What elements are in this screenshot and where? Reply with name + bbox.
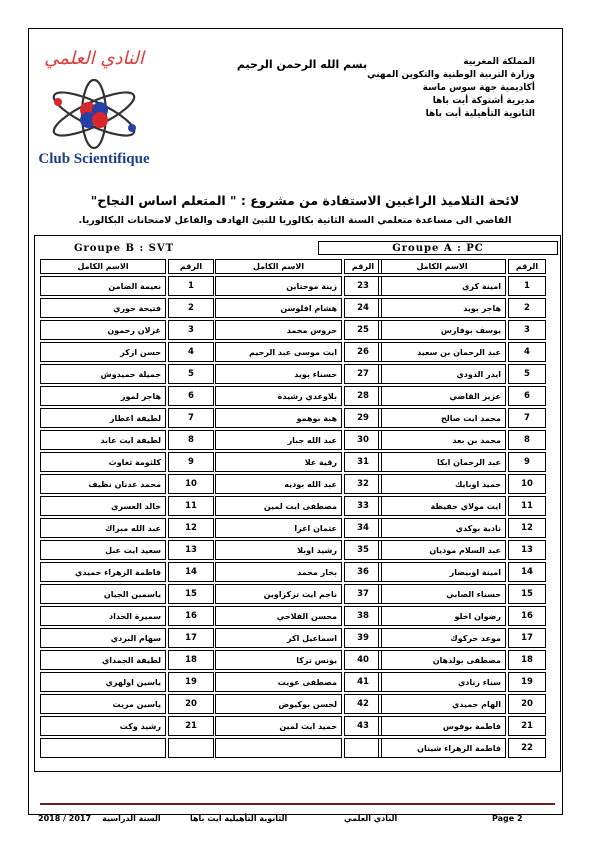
student-number: 40 xyxy=(344,650,382,670)
col-number-header: الرقم xyxy=(508,259,546,274)
logo-arabic-text: النادي العلمي xyxy=(44,48,144,69)
student-number: 24 xyxy=(344,298,382,318)
student-number: 16 xyxy=(168,606,214,626)
student-number: 22 xyxy=(508,738,546,758)
table-row xyxy=(215,496,382,516)
table-row xyxy=(378,496,546,516)
student-name: عثمان اعزا xyxy=(215,518,342,538)
student-number xyxy=(344,738,382,758)
student-number: 1 xyxy=(168,276,214,296)
student-name: محمد عدنان نظيف xyxy=(40,474,166,494)
table-row xyxy=(40,606,214,626)
footer-club: النادي العلمي xyxy=(344,814,398,823)
table-row xyxy=(215,672,382,692)
group-a-header: Groupe A : PC xyxy=(318,241,558,255)
table-row xyxy=(378,474,546,494)
table-row xyxy=(215,298,382,318)
student-number: 25 xyxy=(344,320,382,340)
student-number: 9 xyxy=(168,452,214,472)
student-number: 28 xyxy=(344,386,382,406)
student-name: نادية بوكدي xyxy=(378,518,506,538)
basmala: بسم الله الرحمن الرحيم xyxy=(236,58,368,71)
student-name: خالد العسري xyxy=(40,496,166,516)
student-number: 14 xyxy=(168,562,214,582)
student-name: غزلان رحمون xyxy=(40,320,166,340)
student-name: ياسمين الجيان xyxy=(40,584,166,604)
footer-year xyxy=(38,814,161,823)
student-number: 3 xyxy=(168,320,214,340)
student-number: 17 xyxy=(508,628,546,648)
school-line: الثانوية التأهيلية أيت باها xyxy=(425,109,535,119)
student-number: 8 xyxy=(508,430,546,450)
table-row xyxy=(215,408,382,428)
logo-english-text: Club Scientifique xyxy=(38,151,150,167)
student-number: 43 xyxy=(344,716,382,736)
student-number: 3 xyxy=(508,320,546,340)
student-number: 5 xyxy=(508,364,546,384)
table-row xyxy=(40,540,214,560)
student-number: 31 xyxy=(344,452,382,472)
atom-icon xyxy=(46,78,142,150)
student-name: هاجر لموز xyxy=(40,386,166,406)
student-number: 18 xyxy=(168,650,214,670)
student-number: 21 xyxy=(168,716,214,736)
student-number: 27 xyxy=(344,364,382,384)
table-row xyxy=(215,606,382,626)
student-number: 7 xyxy=(508,408,546,428)
table-row xyxy=(215,342,382,362)
student-name: جميلة حميدوش xyxy=(40,364,166,384)
academy-line: أكاديمية جهة سوس ماسة xyxy=(422,83,535,93)
student-name: ياسين مريت xyxy=(40,694,166,714)
student-name: حسناء الصابي xyxy=(378,584,506,604)
student-name: كلثومة ثغاوث xyxy=(40,452,166,472)
student-name: يوسف بوفارس xyxy=(378,320,506,340)
group-b-table xyxy=(38,257,216,760)
student-name: ناجم ايت تزكزاوين xyxy=(215,584,342,604)
student-name: ايدر الدودي xyxy=(378,364,506,384)
table-row xyxy=(40,584,214,604)
group-a-table-1 xyxy=(376,257,548,760)
student-number: 32 xyxy=(344,474,382,494)
footer-page: Page 2 xyxy=(492,814,523,823)
student-name: ايت موسى عبد الرحيم xyxy=(215,342,342,362)
table-row xyxy=(378,606,546,626)
table-row xyxy=(40,738,214,758)
student-name: امينة كري xyxy=(378,276,506,296)
table-row xyxy=(215,430,382,450)
student-name: سميرة الحداد xyxy=(40,606,166,626)
student-number: 30 xyxy=(344,430,382,450)
student-number: 16 xyxy=(508,606,546,626)
table-row xyxy=(40,672,214,692)
student-number: 15 xyxy=(168,584,214,604)
student-number: 18 xyxy=(508,650,546,670)
student-number: 19 xyxy=(168,672,214,692)
student-number: 10 xyxy=(168,474,214,494)
group-b-header: Groupe B : SVT xyxy=(73,242,175,254)
student-number: 39 xyxy=(344,628,382,648)
student-number: 1 xyxy=(508,276,546,296)
table-row xyxy=(378,342,546,362)
table-row xyxy=(40,452,214,472)
student-number: 11 xyxy=(168,496,214,516)
table-row xyxy=(40,650,214,670)
student-number: 4 xyxy=(508,342,546,362)
student-name: حسناء بويد xyxy=(215,364,342,384)
student-number: 8 xyxy=(168,430,214,450)
table-row xyxy=(378,738,546,758)
student-name: ياسين اولهري xyxy=(40,672,166,692)
student-name: سناء زنادي xyxy=(378,672,506,692)
student-name: سهام البردي xyxy=(40,628,166,648)
table-row xyxy=(215,650,382,670)
col-name-header: الاسم الكامل xyxy=(215,259,342,274)
student-name: عبد الرحمان ابكا xyxy=(378,452,506,472)
student-number: 29 xyxy=(344,408,382,428)
table-row xyxy=(40,716,214,736)
table-row xyxy=(378,386,546,406)
student-number: 7 xyxy=(168,408,214,428)
student-number: 35 xyxy=(344,540,382,560)
student-name: حميد ايت لمين xyxy=(215,716,342,736)
student-number: 20 xyxy=(508,694,546,714)
table-row xyxy=(215,562,382,582)
student-name: اسماعيل اكر xyxy=(215,628,342,648)
student-name: فاطمة الزهراء شينان xyxy=(378,738,506,758)
student-name: ايت مولاي حفيظة xyxy=(378,496,506,516)
student-name: بخار محمد xyxy=(215,562,342,582)
footer-divider xyxy=(40,803,555,805)
table-row xyxy=(378,518,546,538)
student-number: 37 xyxy=(344,584,382,604)
table-row xyxy=(378,276,546,296)
student-name xyxy=(40,738,166,758)
student-name: رشيد اوبلا xyxy=(215,540,342,560)
table-row xyxy=(215,738,382,758)
table-row xyxy=(215,452,382,472)
student-name: حسن ازكر xyxy=(40,342,166,362)
document-subtitle: القاضي الى مساعدة متعلمي السنة الثانية بكالوريا للتبئ الهادف والفاعل لامتحانات البكالوريا. xyxy=(78,215,512,226)
student-name: فاطمة بوفوس xyxy=(378,716,506,736)
table-row xyxy=(378,650,546,670)
student-number: 13 xyxy=(168,540,214,560)
student-number: 10 xyxy=(508,474,546,494)
table-row xyxy=(215,276,382,296)
kingdom-line: المملكة المغربية xyxy=(463,57,535,67)
student-number: 15 xyxy=(508,584,546,604)
student-number: 19 xyxy=(508,672,546,692)
student-name: نعيمة الضامن xyxy=(40,276,166,296)
student-name: حروس محمد xyxy=(215,320,342,340)
student-number: 2 xyxy=(508,298,546,318)
student-name: عبد الله جبار xyxy=(215,430,342,450)
student-name: رقية علا xyxy=(215,452,342,472)
student-name: عبد الله بوديه xyxy=(215,474,342,494)
table-row xyxy=(215,320,382,340)
student-number: 13 xyxy=(508,540,546,560)
table-row xyxy=(40,496,214,516)
table-row xyxy=(215,518,382,538)
group-a-table-2 xyxy=(213,257,384,760)
table-row xyxy=(40,386,214,406)
student-number: 12 xyxy=(508,518,546,538)
student-name: عبد الرحمان بن سعيد xyxy=(378,342,506,362)
table-row xyxy=(40,430,214,450)
table-row xyxy=(215,474,382,494)
table-row xyxy=(215,364,382,384)
student-name: لطيفة الجمداي xyxy=(40,650,166,670)
table-row xyxy=(40,342,214,362)
student-number: 20 xyxy=(168,694,214,714)
table-row xyxy=(215,716,382,736)
student-name: عبد الله مبراك xyxy=(40,518,166,538)
student-name: زينة موحتاين xyxy=(215,276,342,296)
table-row xyxy=(40,364,214,384)
student-number: 26 xyxy=(344,342,382,362)
table-row xyxy=(378,716,546,736)
student-name: يونس تزكا xyxy=(215,650,342,670)
student-name: هشام افلوسن xyxy=(215,298,342,318)
table-row xyxy=(215,628,382,648)
student-name: امينة اوبيضار xyxy=(378,562,506,582)
footer-school: الثانوية التأهيلية ايت باها xyxy=(190,814,288,823)
table-row xyxy=(378,584,546,604)
student-name: عزيز القاضي xyxy=(378,386,506,406)
col-name-header: الاسم الكامل xyxy=(378,259,506,274)
table-row xyxy=(378,408,546,428)
student-name: لحسن بوكيوض xyxy=(215,694,342,714)
student-number: 21 xyxy=(508,716,546,736)
table-row xyxy=(40,518,214,538)
student-name: رضوان اخلو xyxy=(378,606,506,626)
club-logo xyxy=(34,48,154,178)
student-number: 6 xyxy=(168,386,214,406)
student-number: 2 xyxy=(168,298,214,318)
student-name: فتيحة حوري xyxy=(40,298,166,318)
col-number-header: الرقم xyxy=(344,259,382,274)
student-number: 38 xyxy=(344,606,382,626)
student-number: 5 xyxy=(168,364,214,384)
table-row xyxy=(40,474,214,494)
student-name xyxy=(215,738,342,758)
table-row xyxy=(40,694,214,714)
table-row xyxy=(215,386,382,406)
table-row xyxy=(378,298,546,318)
student-name: موعد حركوك xyxy=(378,628,506,648)
table-row xyxy=(215,694,382,714)
student-number xyxy=(168,738,214,758)
table-row xyxy=(378,540,546,560)
footer-year-value: 2018 / 2017 xyxy=(38,814,92,823)
student-name: مصطفى ايت لمين xyxy=(215,496,342,516)
table-row xyxy=(378,430,546,450)
document-title: لائحة التلاميذ الراغبين الاستفادة من مشروع : " المتعلم اساس النجاح" xyxy=(90,193,520,208)
table-row xyxy=(40,562,214,582)
student-number: 14 xyxy=(508,562,546,582)
table-row xyxy=(378,694,546,714)
student-name: حميد اوبايك xyxy=(378,474,506,494)
student-name: لطيفة اعطار xyxy=(40,408,166,428)
table-row xyxy=(215,540,382,560)
student-name: سعيد ايت عبل xyxy=(40,540,166,560)
student-name: هاجر بويد xyxy=(378,298,506,318)
table-row xyxy=(40,320,214,340)
student-name: مصطفى عويت xyxy=(215,672,342,692)
student-number: 36 xyxy=(344,562,382,582)
student-name: مصطفى بولدهان xyxy=(378,650,506,670)
table-row xyxy=(215,584,382,604)
student-name: بلاوعدي رشيدة xyxy=(215,386,342,406)
table-row xyxy=(40,298,214,318)
table-row xyxy=(378,364,546,384)
student-number: 12 xyxy=(168,518,214,538)
table-row xyxy=(378,672,546,692)
footer-year-label: السنة الدراسية xyxy=(102,814,161,823)
student-number: 17 xyxy=(168,628,214,648)
table-row xyxy=(40,628,214,648)
student-name: محمد بن بعد xyxy=(378,430,506,450)
table-row xyxy=(378,452,546,472)
student-number: 11 xyxy=(508,496,546,516)
student-name: محسن الفلاحي xyxy=(215,606,342,626)
student-name: فاطمة الزهراء حميدي xyxy=(40,562,166,582)
table-row xyxy=(40,408,214,428)
student-name: هبة بوهمو xyxy=(215,408,342,428)
student-number: 6 xyxy=(508,386,546,406)
student-name: الهام حميدي xyxy=(378,694,506,714)
table-row xyxy=(40,276,214,296)
student-name: عبد السلام موديان xyxy=(378,540,506,560)
student-number: 9 xyxy=(508,452,546,472)
directorate-line: مديرية أشتوكة أيت باها xyxy=(432,96,535,106)
table-row xyxy=(378,628,546,648)
student-number: 23 xyxy=(344,276,382,296)
col-name-header: الاسم الكامل xyxy=(40,259,166,274)
table-row xyxy=(378,320,546,340)
student-number: 34 xyxy=(344,518,382,538)
student-number: 4 xyxy=(168,342,214,362)
student-number: 42 xyxy=(344,694,382,714)
col-number-header: الرقم xyxy=(168,259,214,274)
student-name: محمد ايت صالح xyxy=(378,408,506,428)
student-name: لطيفة ايت عابد xyxy=(40,430,166,450)
ministry-line: وزارة التربية الوطنية والتكوين المهني xyxy=(367,70,535,80)
student-number: 41 xyxy=(344,672,382,692)
student-name: رشيد وكت xyxy=(40,716,166,736)
table-row xyxy=(378,562,546,582)
student-number: 33 xyxy=(344,496,382,516)
